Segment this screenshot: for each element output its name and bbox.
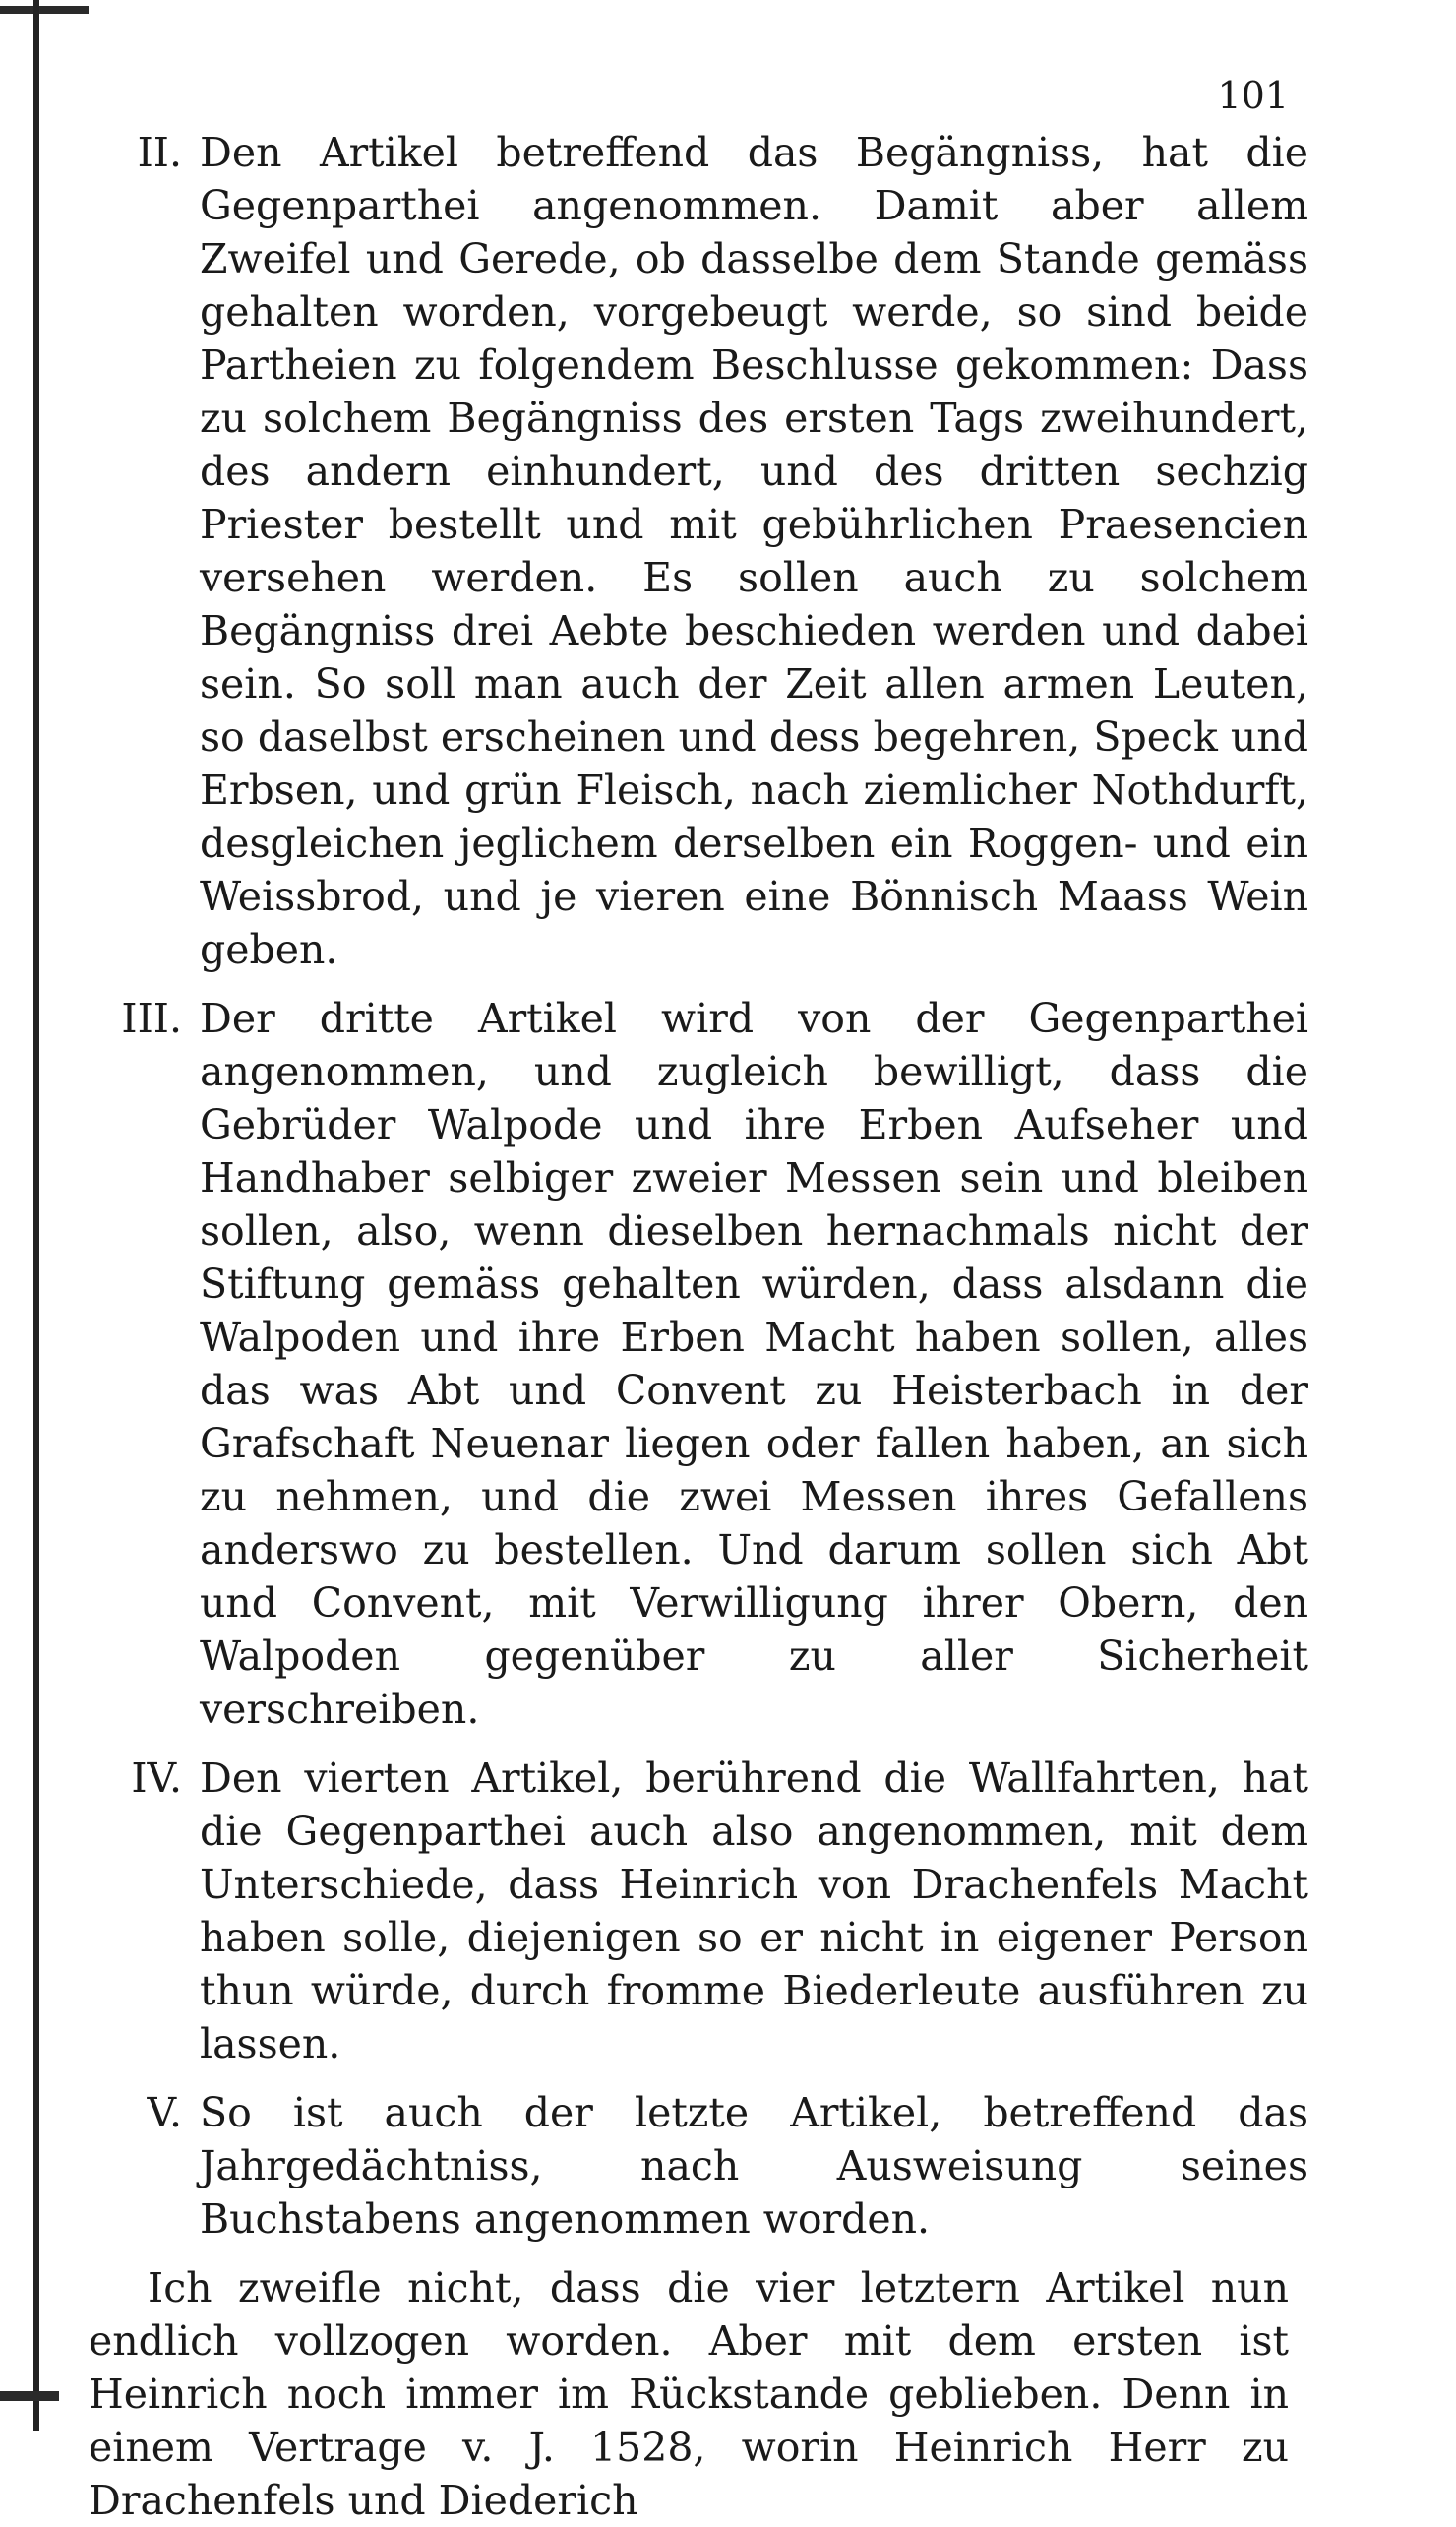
article-item-5 [89,2086,1308,2246]
binding-edge-bottom [0,2391,59,2401]
binding-edge-top [0,6,89,14]
article-number: IV. [131,1755,182,1802]
article-number: II. [137,129,182,176]
article-item-4 [89,1752,1308,2070]
article-text: Den vierten Artikel, berührend die Wallfahrten, hat die Gegenparthei auch also angenommen, mit dem Unterschiede, dass Heinrich von Drachenfels Macht haben solle, diejenigen so er nicht in eigener Person thun würde, durch fromme Biederleute ausführen zu lassen. [200,1755,1308,2067]
closing-paragraph: Ich zweifle nicht, dass die vier letztern Artikel nun endlich vollzogen worden. Aber mit dem ersten ist Heinrich noch immer im Rückstande geblieben. Denn in einem Vertrage v. J. 1528, worin Heinrich Herr zu Drachenfels und Diederich [89,2264,1289,2524]
page-body [89,69,1308,2527]
page-number: 101 [1217,74,1289,117]
article-item-2 [89,126,1308,976]
article-text: So ist auch der letzte Artikel, betreffend das Jahrgedächtniss, nach Ausweisung seines Buchstabens angenommen worden. [200,2089,1308,2243]
article-item-3 [89,992,1308,1736]
article-number: III. [121,995,182,1042]
binding-edge [33,0,39,2431]
article-number: V. [147,2089,182,2136]
article-text: Der dritte Artikel wird von der Gegenparthei angenommen, und zugleich bewilligt, dass die Gebrüder Walpode und ihre Erben Aufseher und Handhaber selbiger zweier Messen sein und bleiben sollen, also, wenn dieselben hernachmals nicht der Stiftung gemäss gehalten würden, dass alsdann die Walpoden und ihre Erben Macht haben sollen, alles das was Abt und Convent zu Heisterbach in der Grafschaft Neuenar liegen oder fallen haben, an sich zu nehmen, und die zwei Messen ihres Gefallens anderswo zu bestellen. Und darum sollen sich Abt und Convent, mit Verwilligung ihrer Obern, den Walpoden gegenüber zu aller Sicherheit verschreiben. [200,995,1308,1733]
article-text: Den Artikel betreffend das Begängniss, hat die Gegenparthei angenommen. Damit aber allem Zweifel und Gerede, ob dasselbe dem Stande gemäss gehalten worden, vorgebeugt werde, so sind beide Partheien zu folgendem Beschlusse gekommen: Dass zu solchem Begängniss des ersten Tags zweihundert, des andern einhundert, und des dritten sechzig Priester bestellt und mit gebührlichen Praesencien versehen werden. Es sollen auch zu solchem Begängniss drei Aebte beschieden werden und dabei sein. So soll man auch der Zeit allen armen Leuten, so daselbst erscheinen und dess begehren, Speck und Erbsen, und grün Fleisch, nach ziemlicher Nothdurft, desgleichen jeglichem derselben ein Roggen- und ein Weissbrod, und je vieren eine Bönnisch Maass Wein geben. [200,129,1308,973]
